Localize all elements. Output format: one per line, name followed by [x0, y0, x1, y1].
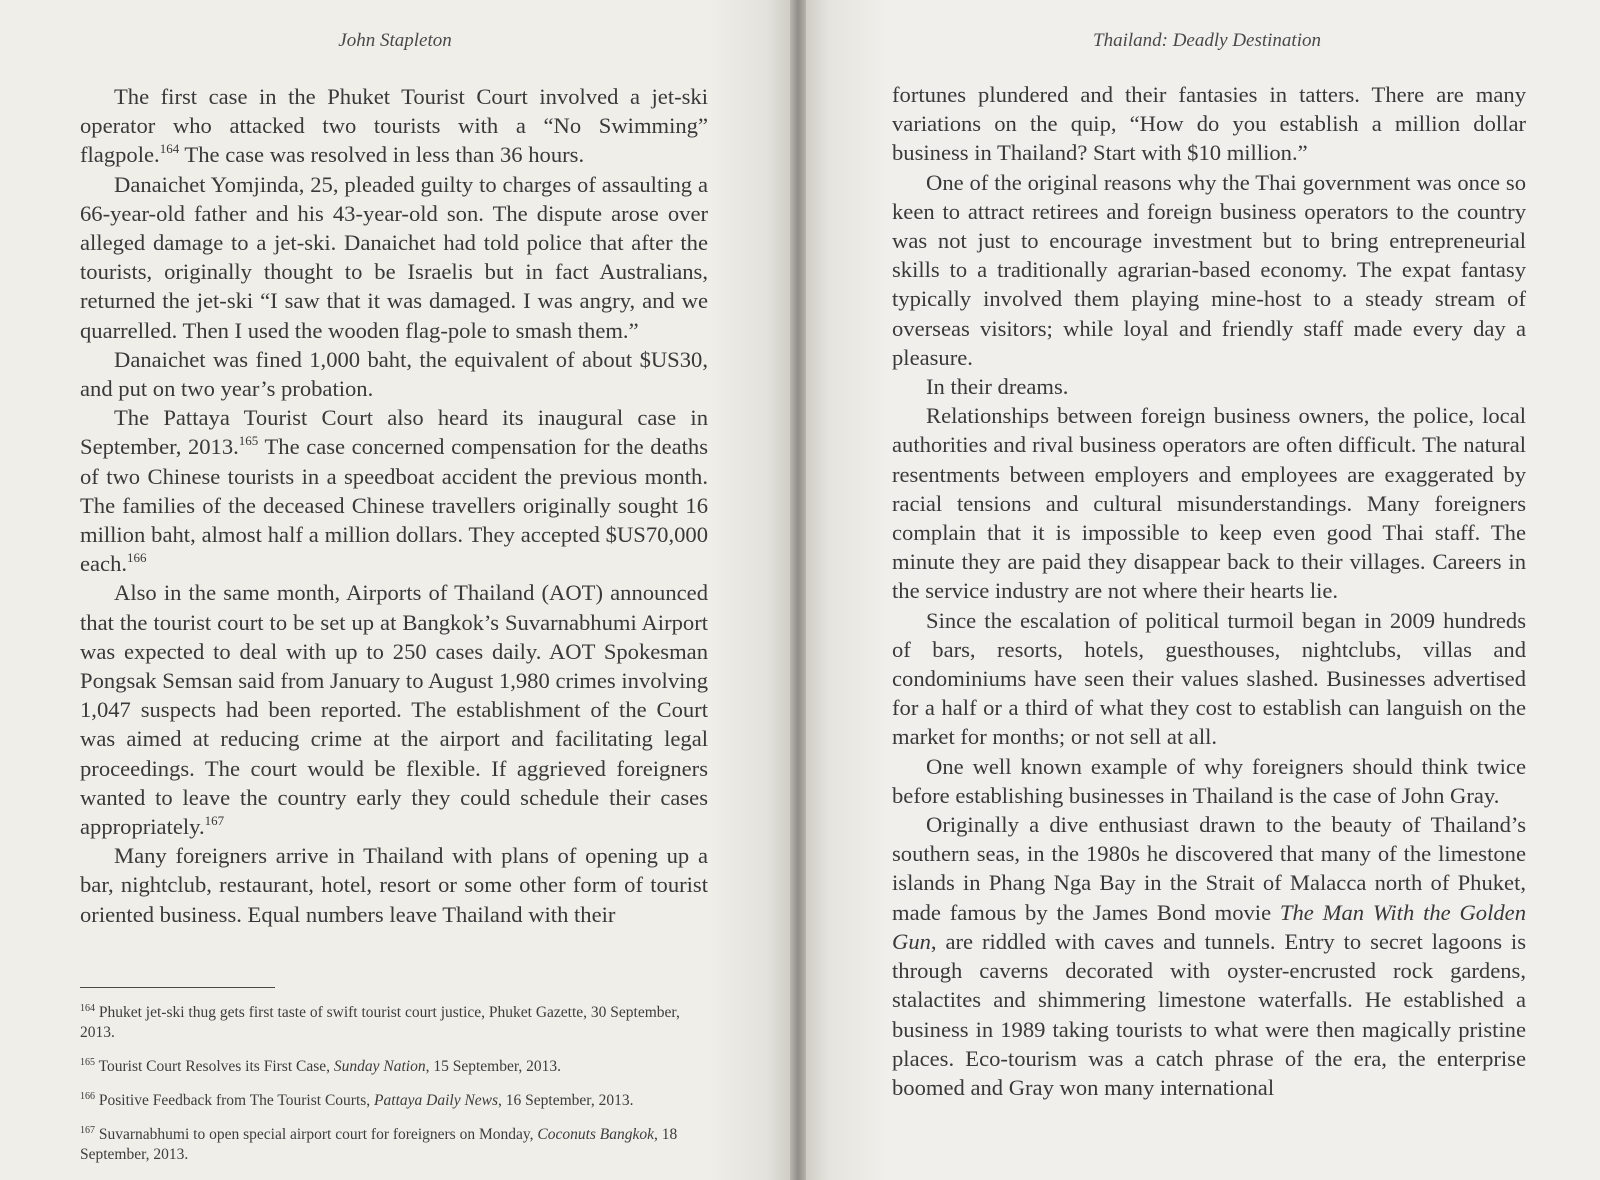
left-page: [0, 0, 790, 1180]
italic-title: Coconuts Bangkok: [537, 1126, 655, 1143]
text-run: The first case in the Phuket Tourist Court involved a jet-ski operator who attacked two tourists with a “No Swimming” flagpole.: [80, 84, 708, 168]
footnote-separator: [80, 987, 275, 988]
italic-title: Sunday Nation: [333, 1058, 426, 1075]
body-paragraph: [892, 372, 1526, 401]
text-run: Tourist Court Resolves its First Case,: [95, 1058, 334, 1075]
body-paragraph: [892, 168, 1526, 372]
text-run: Many foreigners arrive in Thailand with plans of opening up a bar, nightclub, restaurant, hotel, resort or some other form of tourist oriented business. Equal numbers leave Thailand with their: [80, 843, 708, 927]
text-run: One well known example of why foreigners should think twice before establishing businesses in Thailand is the case of John Gray.: [892, 753, 1526, 808]
body-paragraph: [80, 170, 708, 345]
footnote-marker: 166: [127, 550, 147, 566]
text-run: In their dreams.: [926, 374, 1069, 400]
text-run: One of the original reasons why the Thai government was once so keen to attract retirees and foreign business operators to the country was not just to encourage investment but to bring entrepreneurial skills to a traditionally agrarian-based economy. The expat fantasy typically involved them playing mine-host to a steady stream of overseas visitors; while loyal and friendly staff made every day a pleasure.: [892, 169, 1526, 370]
footnote-marker: 165: [80, 1057, 95, 1068]
footnote-marker: 164: [159, 141, 180, 157]
running-head-author: John Stapleton: [338, 30, 452, 51]
text-run: , 15 September, 2013.: [425, 1058, 562, 1075]
body-paragraph: [892, 401, 1526, 605]
right-page-body: [892, 80, 1526, 1102]
text-run: Relationships between foreign business owners, the police, local authorities and rival business operators are often difficult. The natural resentments between employers and employees are exaggerated by racial tensions and cultural misunderstandings. Many foreigners complain that it is impossible to keep even good Thai staff. The minute they are paid they disappear back to their villages. Careers in the service industry are not where their hearts lie.: [892, 403, 1526, 604]
text-run: Danaichet Yomjinda, 25, pleaded guilty to charges of assaulting a 66-year-old father and his 43-year-old son. The dispute arose over alleged damage to a jet-ski. Danaichet had told police that after the tourists, originally thought to be Israelis but in fact Australians, returned the jet-ski “I saw that it was damaged. I was angry, and we quarrelled. Then I used the wooden flag-pole to smash them.”: [80, 171, 708, 343]
footnote: [80, 1125, 708, 1165]
text-run: Danaichet was fined 1,000 baht, the equivalent of about $US30, and put on two year’s probation.: [80, 346, 708, 402]
body-paragraph: [80, 345, 708, 403]
text-run: Originally a dive enthusiast drawn to the beauty of Thailand’s southern seas, in the 1980s he discovered that many of the limestone islands in Phang Nga Bay in the Strait of Malacca north of Phuket, made famous by the James Bond movie: [892, 812, 1526, 925]
text-run: Also in the same month, Airports of Thailand (AOT) announced that the tourist court to be set up at Bangkok’s Suvarnabhumi Airport was expected to deal with up to 250 cases daily. AOT Spokesman Pongsak Semsan said from January to August 1,980 crimes involving 1,047 suspects had been reported. The establishment of the Court was aimed at reducing crime at the airport and facilitating legal proceedings. The court would be flexible. If aggrieved foreigners wanted to leave the country early they could schedule their cases appropriately.: [80, 580, 708, 840]
body-paragraph: [892, 752, 1526, 810]
italic-title: Pattaya Daily News: [374, 1092, 499, 1109]
footnote-marker: 167: [204, 813, 225, 829]
footnote-marker: 164: [80, 1003, 95, 1014]
italic-title: The Man With the Golden Gun: [892, 899, 1526, 954]
text-run: The Pattaya Tourist Court also heard its inaugural case in September, 2013.: [80, 405, 708, 460]
text-run: The case was resolved in less than 36 hours.: [179, 142, 585, 168]
footnote-marker: 167: [80, 1125, 95, 1136]
footnote: [80, 1057, 708, 1077]
footnote: [80, 1003, 708, 1043]
body-paragraph: [80, 578, 708, 841]
text-run: Phuket jet-ski thug gets first taste of swift tourist court justice, Phuket Gazette, 30 September, 2013.: [80, 1004, 680, 1041]
running-head-title: Thailand: Deadly Destination: [1093, 30, 1321, 51]
text-run: , 16 September, 2013.: [498, 1092, 634, 1109]
footnote-marker: 165: [238, 433, 259, 449]
footnote: [80, 1091, 708, 1111]
text-run: , are riddled with caves and tunnels. Entry to secret lagoons is through caverns decorated with oyster-encrusted rock gardens, stalactites and shimmering limestone waterfalls. He established a business in 1989 taking tourists to what were then magically pristine places. Eco-tourism was a catch phrase of the era, the enterprise boomed and Gray won many international: [892, 928, 1526, 1100]
body-paragraph: [80, 403, 708, 578]
footnote-marker: 166: [80, 1091, 95, 1102]
body-paragraph: [80, 82, 708, 170]
text-run: fortunes plundered and their fantasies in tatters. There are many variations on the quip, “How do you establish a million dollar business in Thailand? Start with $10 million.”: [892, 82, 1526, 166]
book-gutter: [790, 0, 806, 1180]
right-page: [806, 0, 1600, 1180]
footnotes: [80, 1003, 708, 1179]
text-run: Positive Feedback from The Tourist Courts,: [95, 1092, 375, 1109]
text-run: Suvarnabhumi to open special airport court for foreigners on Monday,: [95, 1126, 538, 1143]
body-paragraph: [892, 810, 1526, 1102]
text-run: , 18 September, 2013.: [80, 1126, 678, 1163]
text-run: Since the escalation of political turmoil began in 2009 hundreds of bars, resorts, hotels, guesthouses, nightclubs, villas and condominiums have seen their values slashed. Businesses advertised for a half or a third of what they cost to establish can languish on the market for months; or not sell at all.: [892, 607, 1526, 750]
text-run: The case concerned compensation for the deaths of two Chinese tourists in a speedboat accident the previous month. The families of the deceased Chinese travellers originally sought 16 million baht, almost half a million dollars. They accepted $US70,000 each.: [80, 434, 708, 577]
left-page-body: [80, 82, 708, 929]
body-paragraph: [80, 841, 708, 929]
body-paragraph: [892, 80, 1526, 168]
body-paragraph: [892, 606, 1526, 752]
